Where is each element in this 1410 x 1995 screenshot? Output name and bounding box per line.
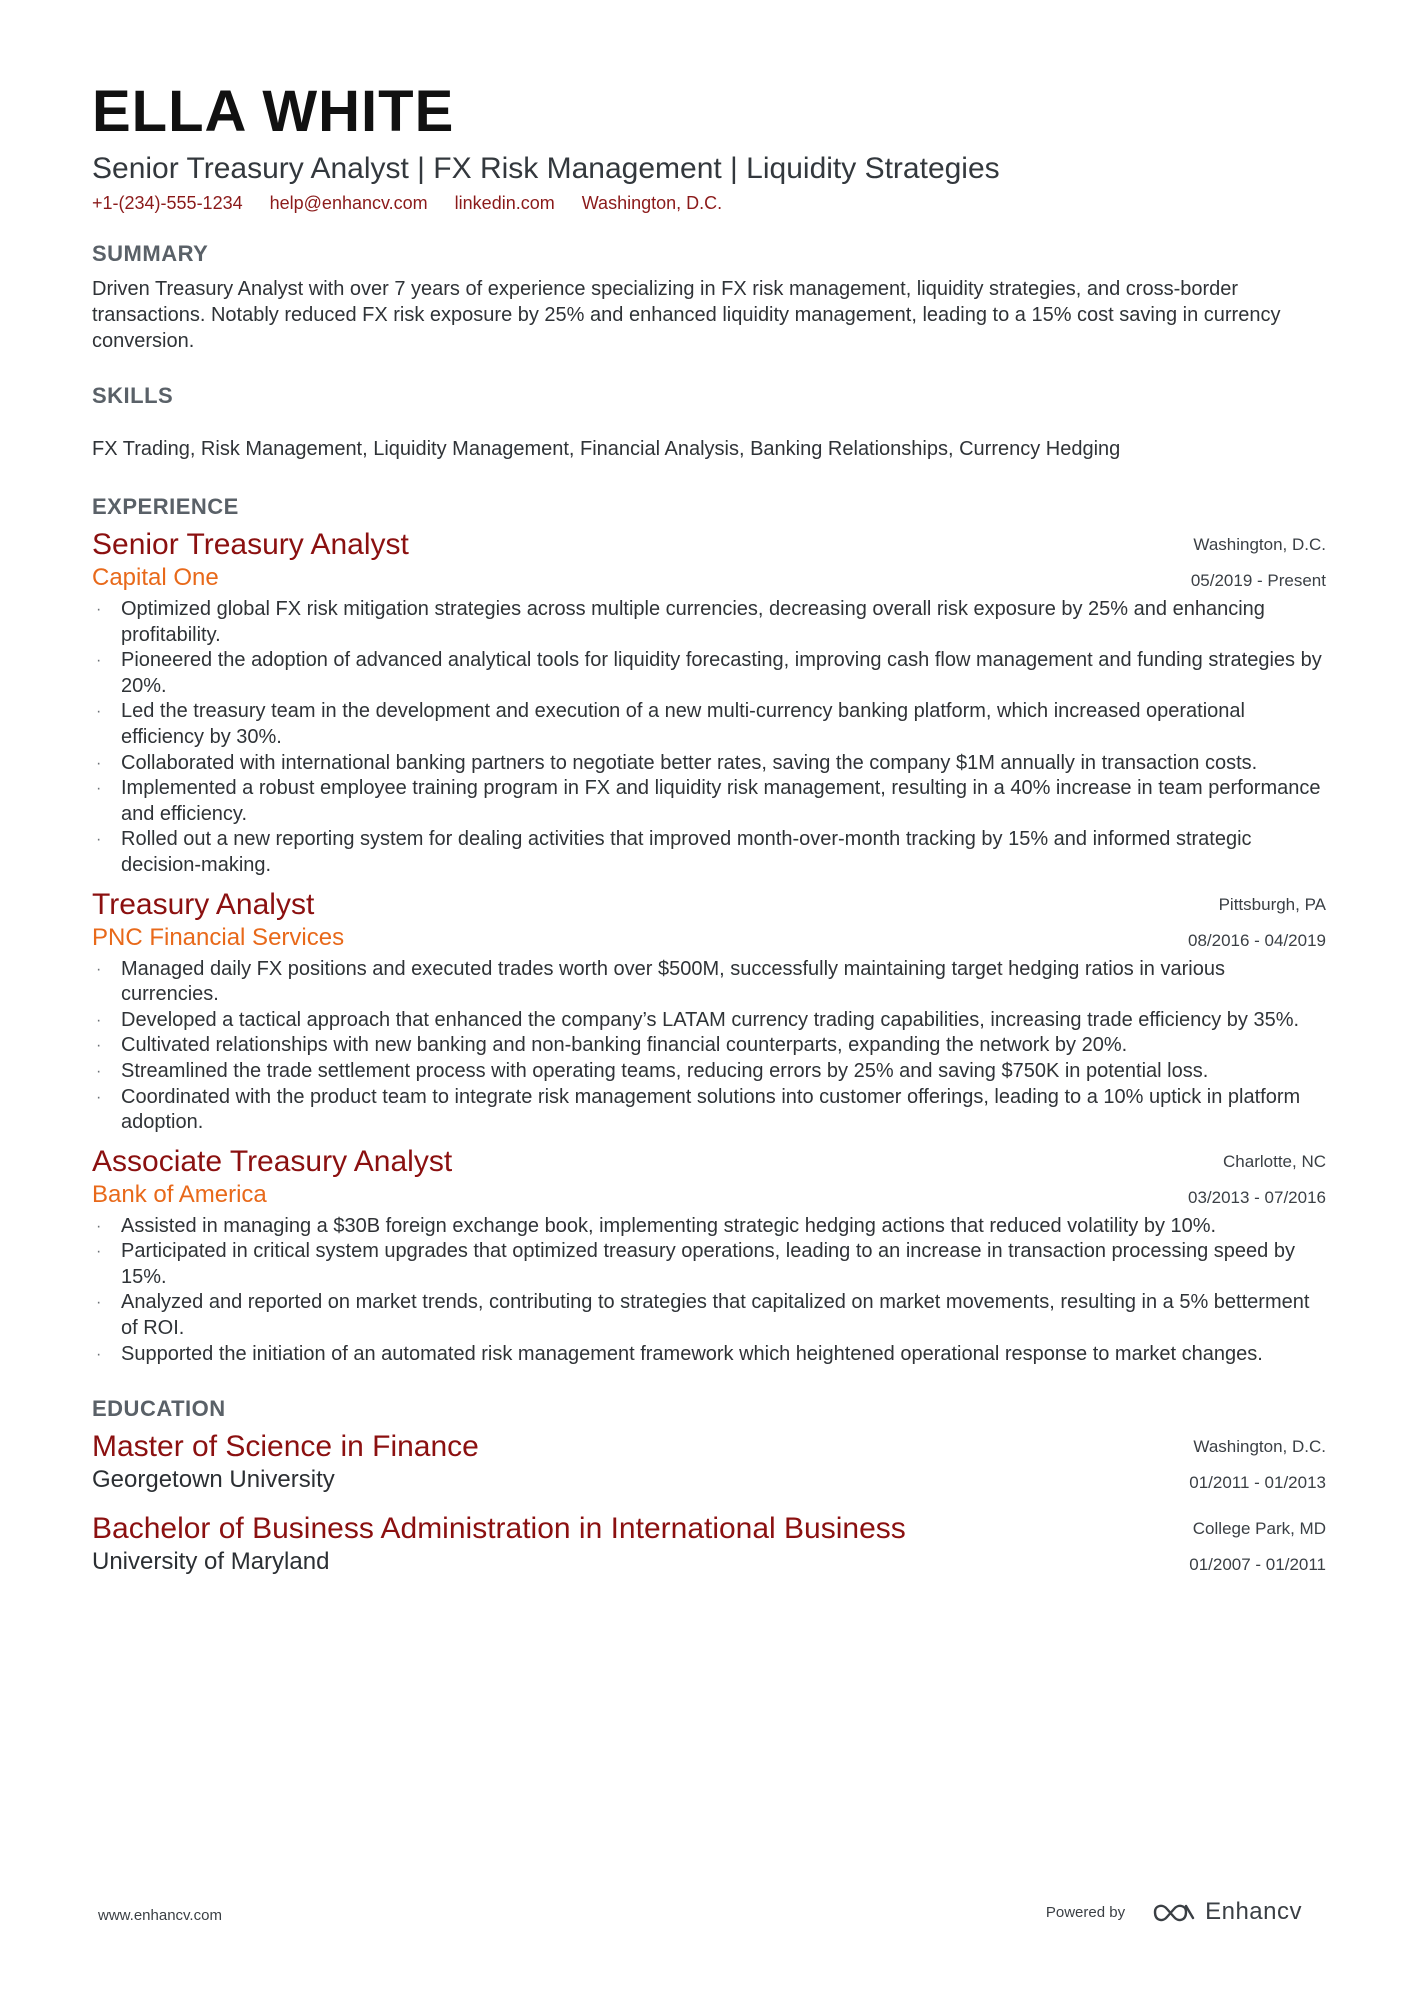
education-location: College Park, MD: [1192, 1519, 1326, 1539]
education-dates: 01/2011 - 01/2013: [1189, 1473, 1326, 1493]
skills-title: SKILLS: [92, 383, 174, 408]
list-item: · Rolled out a new reporting system for dealing activities that improved month-over-month tracking by 15% and informed strategic decision-making.: [96, 828, 1252, 876]
job-bullets: [92, 1214, 1326, 1368]
list-item: · Developed a tactical approach that enhanced the company’s LATAM currency trading capabilities, increasing trade efficiency by 35%.: [92, 1008, 1326, 1034]
list-item: · Cultivated relationships with new banking and non-banking financial counterparts, expanding the network by 20%.: [92, 1033, 1326, 1059]
list-item: · Analyzed and reported on market trends, contributing to strategies that capitalized on market movements, resulting in a 5% betterment of ROI.: [96, 1291, 1310, 1340]
job-meta: [1191, 527, 1326, 599]
bullet-icon: ·: [96, 1088, 102, 1106]
list-item: · Led the treasury team in the development and execution of a new multi-currency banking platform, which increased operational efficiency by 30%.: [96, 700, 1245, 748]
education-school: Georgetown University: [92, 1466, 335, 1494]
bullet-icon: ·: [96, 703, 102, 721]
education-title: EDUCATION: [92, 1396, 226, 1422]
job-dates: 05/2019 - Present: [1190, 571, 1326, 590]
job-meta: [1188, 1144, 1326, 1216]
job-company: PNC Financial Services: [92, 923, 345, 951]
list-item: · Collaborated with international banking partners to negotiate better rates, saving the company $1M annually in transaction costs.: [92, 751, 1326, 777]
job-title: Senior Treasury Analyst: [92, 528, 409, 561]
summary-text: Driven Treasury Analyst with over 7 years of experience specializing in FX risk management, liquidity strategies, and cross-border transactions. Notably reduced FX risk exposure by 25% and enhanced liquidity management, leading to a 15% cost saving in currency conversion.: [92, 278, 1281, 352]
job-bullets: [92, 597, 1326, 879]
list-item: · Implemented a robust employee training program in FX and liquidity risk management, resulting in a 40% increase in team performance and efficiency.: [96, 777, 1321, 825]
list-item: · Participated in critical system upgrades that optimized treasury operations, leading to an increase in transaction processing speed by 15%.: [96, 1240, 1295, 1288]
brand-name: Enhancv: [1205, 1898, 1302, 1925]
bullet-icon: ·: [96, 601, 102, 618]
bullet-icon: ·: [96, 1345, 102, 1363]
summary-section: [92, 240, 1326, 354]
education-school: University of Maryland: [92, 1548, 330, 1576]
resume-header: [92, 78, 1326, 216]
education-meta: [1189, 1429, 1326, 1501]
list-item: · Supported the initiation of an automated risk management framework which heightened operational response to market changes.: [92, 1342, 1326, 1368]
contact-phone[interactable]: +1-(234)-555-1234: [92, 193, 243, 213]
experience-title: EXPERIENCE: [92, 494, 239, 519]
job-title: Associate Treasury Analyst: [92, 1144, 453, 1178]
contact-linkedin[interactable]: linkedin.com: [454, 193, 555, 213]
bullet-icon: ·: [96, 831, 102, 849]
powered-by-label: Powered by: [1045, 1903, 1126, 1921]
skills-section: [92, 382, 1326, 462]
job-company: Bank of America: [92, 1180, 267, 1208]
job-bullets: [92, 957, 1326, 1136]
job-title: Treasury Analyst: [92, 887, 315, 921]
job-entry: [92, 1144, 1326, 1368]
job-dates: 08/2016 - 04/2019: [1187, 930, 1326, 950]
job-meta: [1188, 887, 1326, 959]
education-entry: [92, 1429, 1326, 1495]
bullet-icon: ·: [96, 780, 102, 798]
job-dates: 03/2013 - 07/2016: [1187, 1187, 1326, 1207]
contact-line: [92, 190, 1326, 216]
job-location: Charlotte, NC: [1223, 1151, 1326, 1171]
education-dates: 01/2007 - 01/2011: [1189, 1555, 1326, 1575]
contact-location: Washington, D.C.: [581, 193, 723, 213]
education-degree: Master of Science in Finance: [92, 1430, 479, 1464]
bullet-icon: ·: [96, 1011, 102, 1029]
education-meta: [1189, 1511, 1326, 1583]
summary-title: SUMMARY: [92, 241, 209, 266]
bullet-icon: ·: [96, 1037, 102, 1055]
bullet-icon: ·: [96, 1062, 102, 1080]
bullet-icon: ·: [96, 754, 102, 772]
enhancv-logo-icon: [1151, 1900, 1197, 1924]
job-location: Washington, D.C.: [1193, 535, 1326, 554]
candidate-name: ELLA WHITE: [92, 79, 455, 144]
experience-section: [92, 493, 1326, 1367]
footer-website[interactable]: www.enhancv.com: [98, 1907, 222, 1924]
list-item: · Coordinated with the product team to integrate risk management solutions into customer offerings, leading to a 10% uptick in platform adoption.: [96, 1085, 1301, 1134]
resume-page: [92, 78, 1326, 1577]
list-item: · Optimized global FX risk mitigation strategies across multiple currencies, decreasing overall risk exposure by 25% and enhancing profitability.: [96, 598, 1265, 646]
list-item: · Streamlined the trade settlement process with operating teams, reducing errors by 25% and saving $750K in potential loss.: [92, 1059, 1326, 1085]
education-degree: Bachelor of Business Administration in International Business: [92, 1512, 906, 1546]
bullet-icon: ·: [96, 1243, 102, 1261]
bullet-icon: ·: [96, 1294, 102, 1312]
education-section: [92, 1395, 1326, 1577]
footer-branding: [1046, 1898, 1302, 1926]
candidate-headline: Senior Treasury Analyst | FX Risk Management | Liquidity Strategies: [92, 152, 1000, 185]
skills-text: FX Trading, Risk Management, Liquidity Management, Financial Analysis, Banking Relationships, Currency Hedging: [92, 438, 1121, 460]
bullet-icon: ·: [96, 1217, 102, 1235]
list-item: · Pioneered the adoption of advanced analytical tools for liquidity forecasting, improving cash flow management and funding strategies by 20%.: [96, 649, 1322, 697]
education-location: Washington, D.C.: [1193, 1437, 1326, 1457]
list-item: · Managed daily FX positions and executed trades worth over $500M, successfully maintaining target hedging ratios in various currencies.: [96, 957, 1225, 1006]
contact-email[interactable]: help@enhancv.com: [269, 193, 428, 213]
bullet-icon: ·: [96, 960, 102, 978]
job-entry: [92, 527, 1326, 879]
job-company: Capital One: [92, 564, 219, 591]
list-item: · Assisted in managing a $30B foreign exchange book, implementing strategic hedging actions that reduced volatility by 10%.: [92, 1214, 1326, 1240]
education-entry: [92, 1511, 1326, 1577]
job-location: Pittsburgh, PA: [1218, 894, 1326, 914]
bullet-icon: ·: [96, 652, 102, 670]
job-entry: [92, 887, 1326, 1136]
